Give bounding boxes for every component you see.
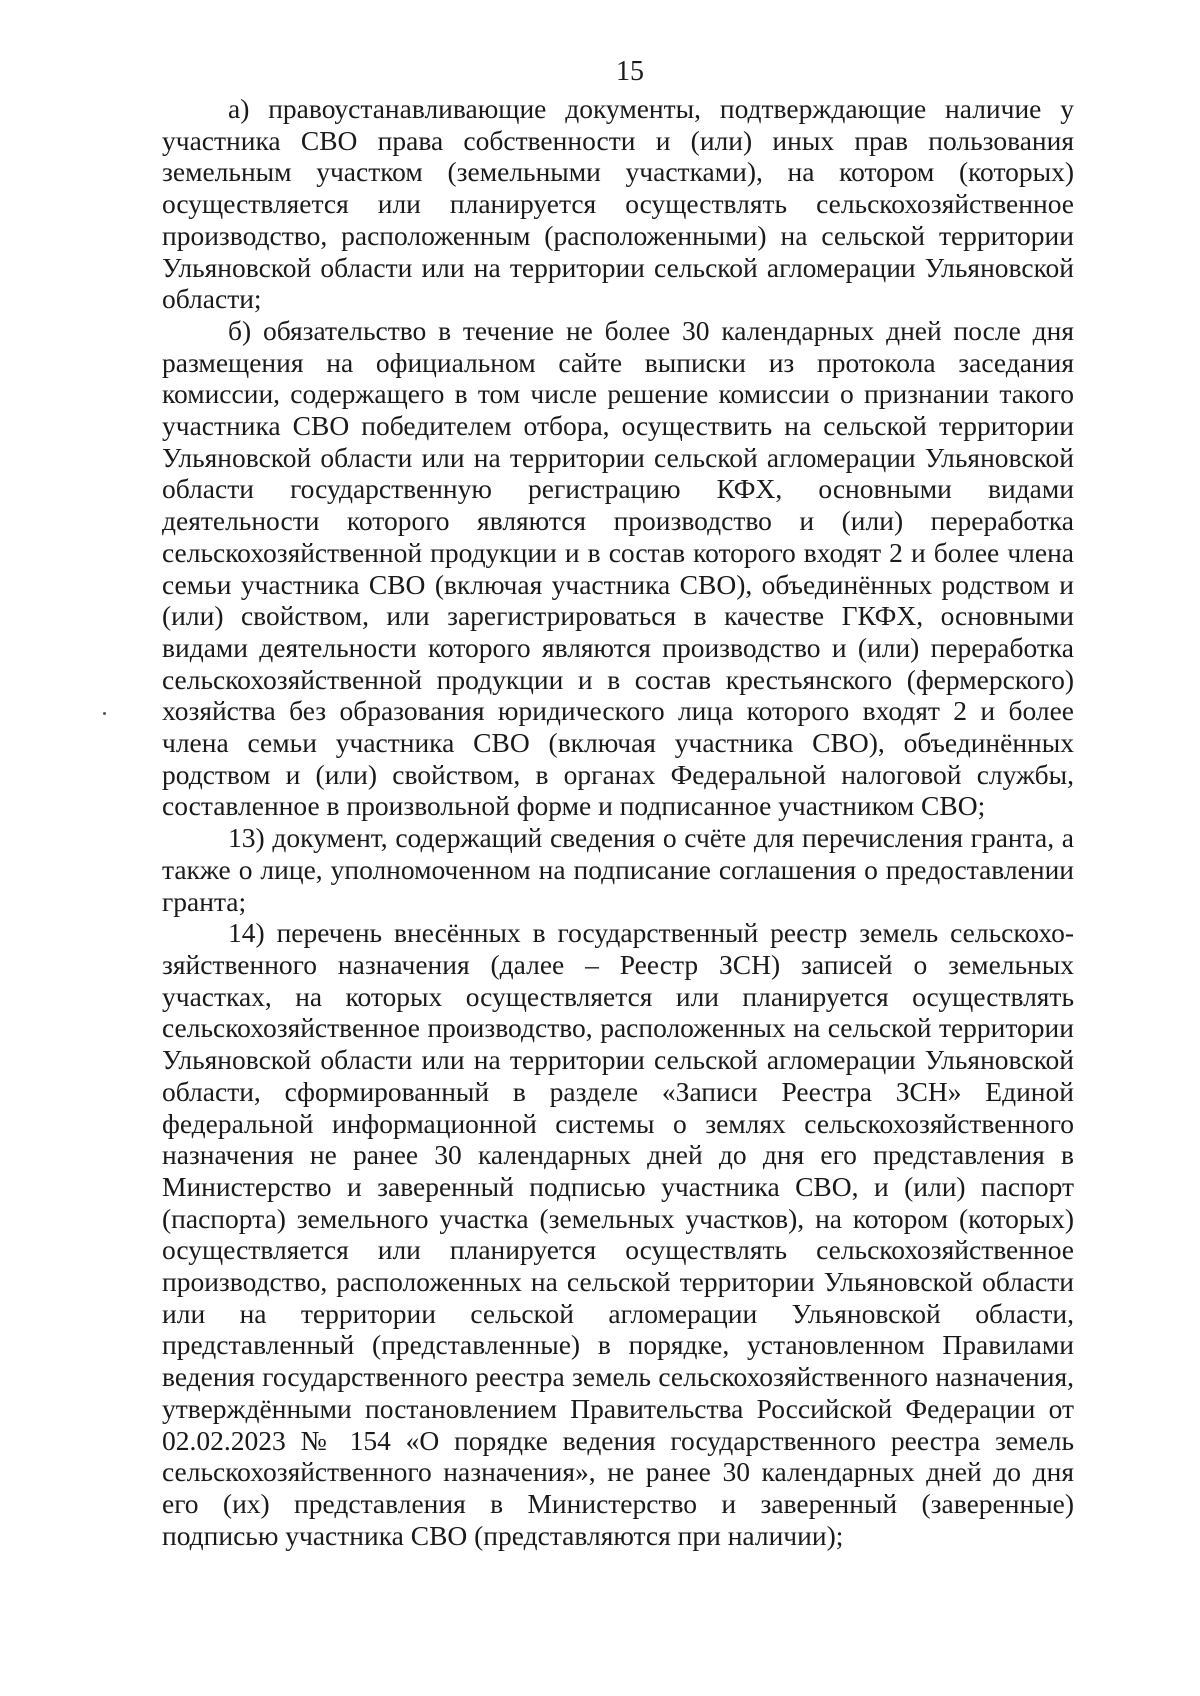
paragraph-item-13: 13) документ, содержащий сведения о счёте для перечисления гранта, а также о лице, уполномоченном на подписание соглашения о предоставлении гранта; <box>162 822 1074 917</box>
scan-speck <box>103 712 106 715</box>
paragraph-item-a: а) правоустанавливающие документы, подтверждающие наличие у участника СВО права собственности и (или) иных прав пользования земельным участком (земельными участками), на котором (которых) осуществляется или планируется осуществлять сельскохозяйственное производство, расположенным (расположенными) на сельской территории Ульяновской области или на территории сельской агломерации Ульяновской области; <box>162 93 1074 315</box>
paragraph-item-b: б) обязательство в течение не более 30 календарных дней после дня размещения на официальном сайте выписки из протокола заседания комиссии, содержащего в том числе решение комиссии о признании такого участника СВО победителем отбора, осуществить на сельской территории Ульяновской области или на территории сельской агломерации Ульяновской области государственную регистрацию КФХ, основными видами деятельности которого являются производство и (или) переработка сельскохозяйственной продукции и в состав которого входят 2 и более члена семьи участника СВО (включая участника СВО), объединённых родством и (или) свойством, или зарегистрироваться в качестве ГКФХ, основными видами деятельности которого являются производство и (или) переработка сельскохозяйственной продукции и в состав крестьянского (фермерского) хозяйства без образования юридического лица которого входят 2 и более члена семьи участника СВО (включая участника СВО), объединённых родством и (или) свойством, в органах Федеральной налоговой службы, составленное в произвольной форме и подписанное участником СВО; <box>162 314 1074 822</box>
document-body <box>162 93 1074 1551</box>
page-number: 15 <box>616 56 644 87</box>
paragraph-item-14: 14) перечень внесённых в государственный реестр земель сельскохозяйственного назначения (далее – Реестр ЗСН) записей о земельных участках, на которых осуществляется или планируется осуществлять сельскохозяйственное производство, расположенных на сельской территории Ульяновской области или на территории сельской агломерации Ульяновской области, сформированный в разделе «Записи Реестра ЗСН» Единой федеральной информационной системы о землях сельскохозяйственного назначения не ранее 30 календарных дней до дня его представления в Министерство и заверенный подписью участника СВО, и (или) паспорт (паспорта) земельного участка (земельных участков), на котором (которых) осуществляется или планируется осуществлять сельскохозяйственное производство, расположенных на сельской территории Ульяновской области или на территории сельской агломерации Ульяновской области, представленный (представленные) в порядке, установленном Правилами ведения государственного реестра земель сельскохозяйственного назначения, утверждёнными постановлением Правительства Российской Федерации от 02.02.2023 № 154 «О порядке ведения государственного реестра земель сельскохозяйственного назначения», не ранее 30 календарных дней до дня его (их) представления в Министерство и заверенный (заверенные) подписью участника СВО (представляются при наличии); <box>162 917 1074 1551</box>
